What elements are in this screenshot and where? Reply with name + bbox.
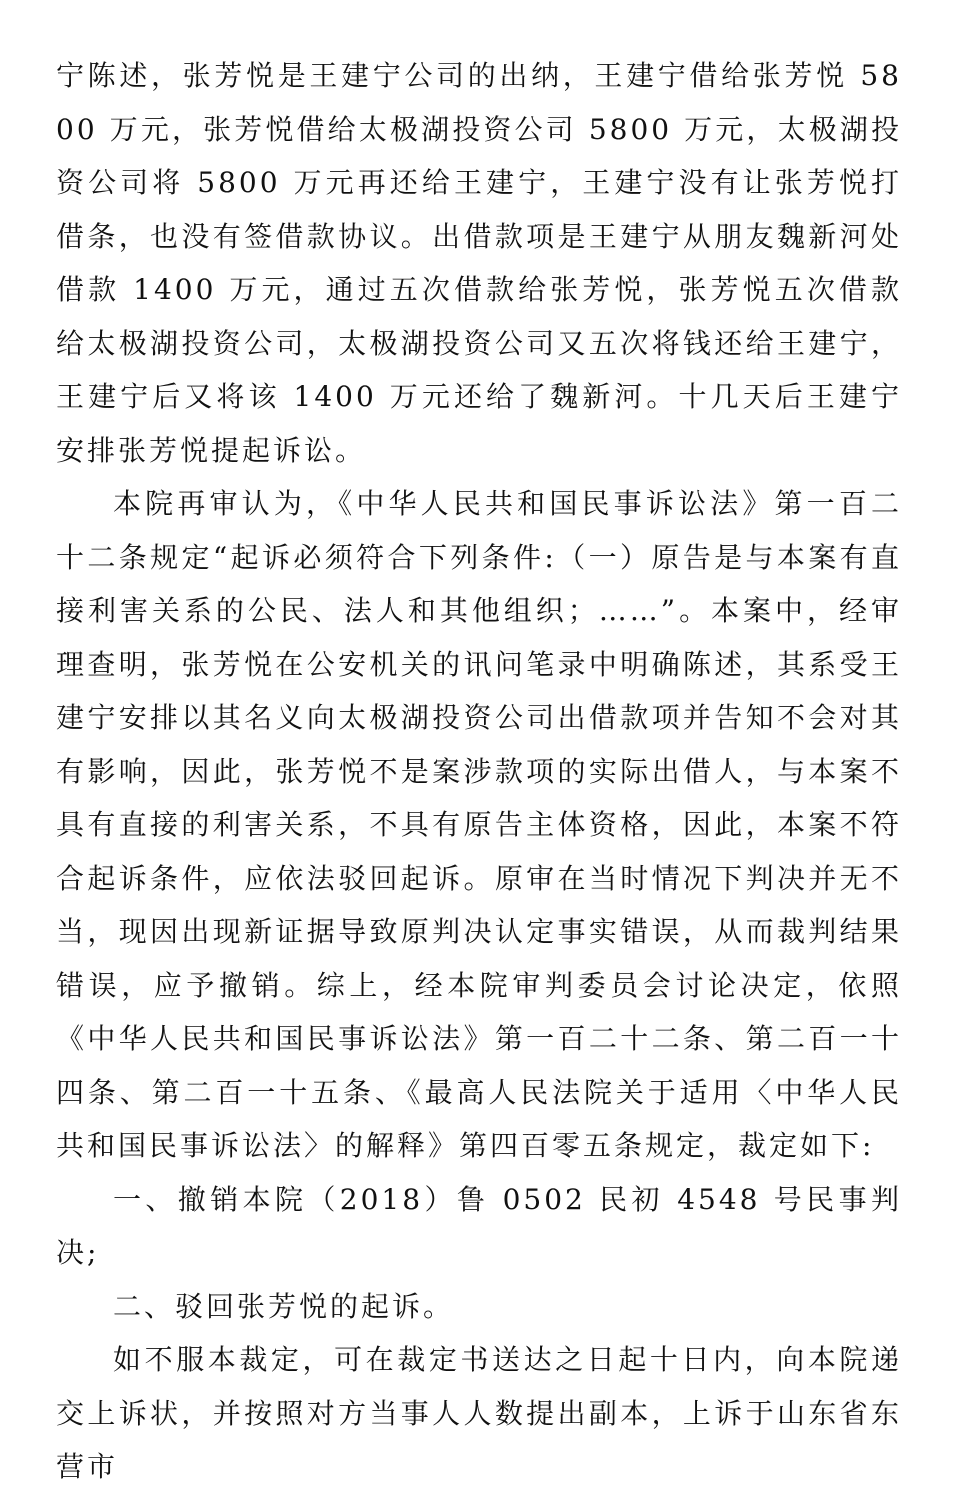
paragraph-court-reasoning: 本院再审认为，《中华人民共和国民事诉讼法》第一百二十二条规定“起诉必须符合下列条件:（一）原告是与本案有直接利害关系的公民、法人和其他组织；……”。本案中，经审理查明，张芳悦在公安机关的讯问笔录中明确陈述，其系受王建宁安排以其名义向太极湖投资公司出借款项并告知不会对其有影响，因此，张芳悦不是案涉款项的实际出借人，与本案不具有直接的利害关系，不具有原告主体资格，因此，本案不符合起诉条件，应依法驳回起诉。原审在当时情况下判决并无不当，现因出现新证据导致原判决认定事实错误，从而裁判结果错误，应予撤销。综上，经本院审判委员会讨论决定，依照《中华人民共和国民事诉讼法》第一百二十二条、第二百一十四条、第二百一十五条、《最高人民法院关于适用〈中华人民共和国民事诉讼法〉的解释》第四百零五条规定，裁定如下:: [56, 487, 902, 1162]
paragraph-facts-statement: 宁陈述，张芳悦是王建宁公司的出纳，王建宁借给张芳悦 5800 万元，张芳悦借给太极湖投资公司 5800 万元，太极湖投资公司将 5800 万元再还给王建宁，王建宁没有让张芳悦打借条，也没有签借款协议。出借款项是王建宁从朋友魏新河处借款 1400 万元，通过五次借款给张芳悦，张芳悦五次借款给太极湖投资公司，太极湖投资公司又五次将钱还给王建宁，王建宁后又将该 1400 万元还给了魏新河。十几天后王建宁安排张芳悦提起诉讼。: [56, 59, 902, 467]
document-page: [56, 49, 902, 1494]
ruling-item-2: 二、驳回张芳悦的起诉。: [113, 1289, 455, 1323]
ruling-item-1: 一、撤销本院（2018）鲁 0502 民初 4548 号民事判决;: [56, 1182, 902, 1269]
paragraph-appeal-notice: 如不服本裁定，可在裁定书送达之日起十日内，向本院递交上诉状，并按照对方当事人人数提出副本，上诉于山东省东营市: [56, 1343, 902, 1483]
